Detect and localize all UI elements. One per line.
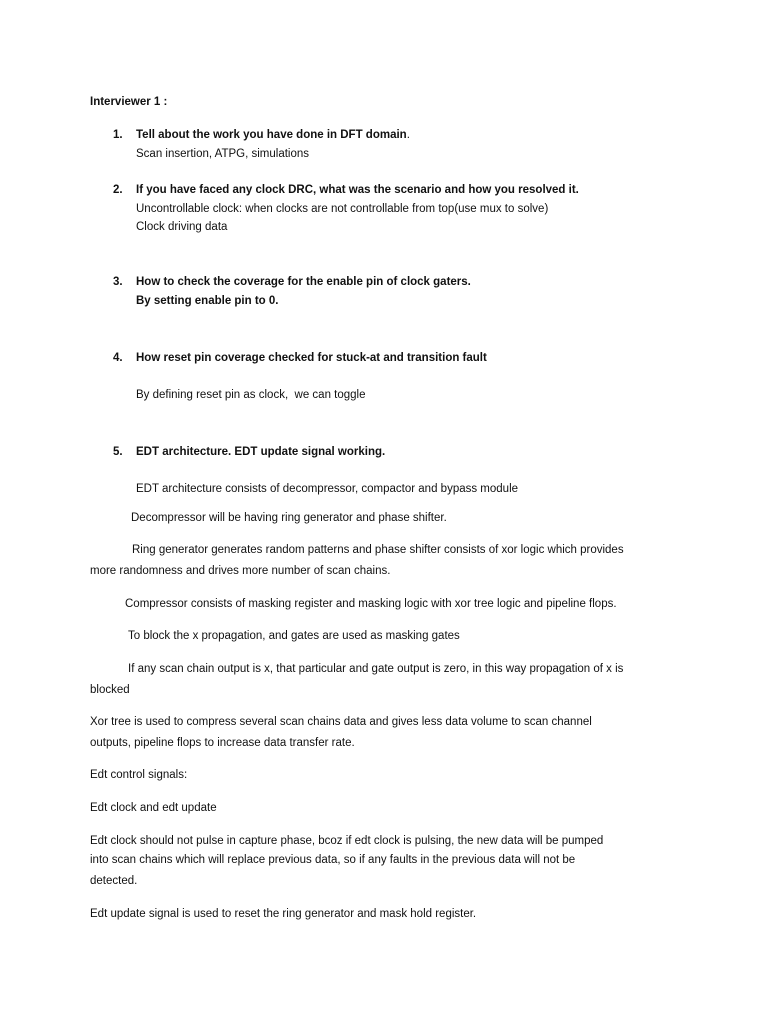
question-text: EDT architecture. EDT update signal working. [136, 446, 386, 458]
answer-line: Compressor consists of masking register and masking logic with xor tree logic and pipeline flops. [125, 598, 617, 610]
answer-line: Clock driving data [136, 221, 228, 233]
answer-line: By setting enable pin to 0. [136, 295, 279, 307]
answer-line: Xor tree is used to compress several scan chains data and gives less data volume to scan channel [90, 716, 592, 728]
answer-line: To block the x propagation, and gates are used as masking gates [128, 630, 460, 642]
answer-line: Edt clock and edt update [90, 802, 217, 814]
answer-line: into scan chains which will replace previous data, so if any faults in the previous data will not be [90, 854, 576, 866]
answer-line: blocked [90, 684, 130, 696]
question-text [136, 127, 410, 143]
question-number: 2. [113, 184, 123, 196]
answer-line: more randomness and drives more number of scan chains. [90, 565, 391, 577]
question-text: If you have faced any clock DRC, what was the scenario and how you resolved it. [136, 184, 579, 196]
question-text-main: Tell about the work you have done in DFT domain [136, 129, 407, 141]
answer-line: outputs, pipeline flops to increase data transfer rate. [90, 737, 355, 749]
answer-line: If any scan chain output is x, that particular and gate output is zero, in this way propagation of x is [128, 663, 624, 675]
answer-line: EDT architecture consists of decompressor, compactor and bypass module [136, 483, 519, 495]
question-number: 3. [113, 276, 123, 288]
answer-line: Edt update signal is used to reset the ring generator and mask hold register. [90, 908, 477, 920]
question-number: 5. [113, 446, 123, 458]
answer-line: Uncontrollable clock: when clocks are not controllable from top(use mux to solve) [136, 203, 549, 215]
answer-line: detected. [90, 875, 138, 887]
answer-line: Edt clock should not pulse in capture phase, bcoz if edt clock is pulsing, the new data will be pumped [90, 835, 604, 847]
question-number: 4. [113, 352, 123, 364]
question-text: How to check the coverage for the enable pin of clock gaters. [136, 276, 471, 288]
question-number: 1. [113, 129, 123, 141]
answer-line: By defining reset pin as clock, we can toggle [136, 389, 366, 401]
question-text-end: . [406, 129, 410, 141]
answer-line: Ring generator generates random patterns and phase shifter consists of xor logic which provides [132, 544, 624, 556]
answer-line: Decompressor will be having ring generator and phase shifter. [131, 512, 447, 524]
section-heading: Interviewer 1 : [90, 96, 168, 108]
answer-line: Scan insertion, ATPG, simulations [136, 148, 309, 160]
answer-line: Edt control signals: [90, 769, 188, 781]
question-text: How reset pin coverage checked for stuck-at and transition fault [136, 352, 487, 364]
